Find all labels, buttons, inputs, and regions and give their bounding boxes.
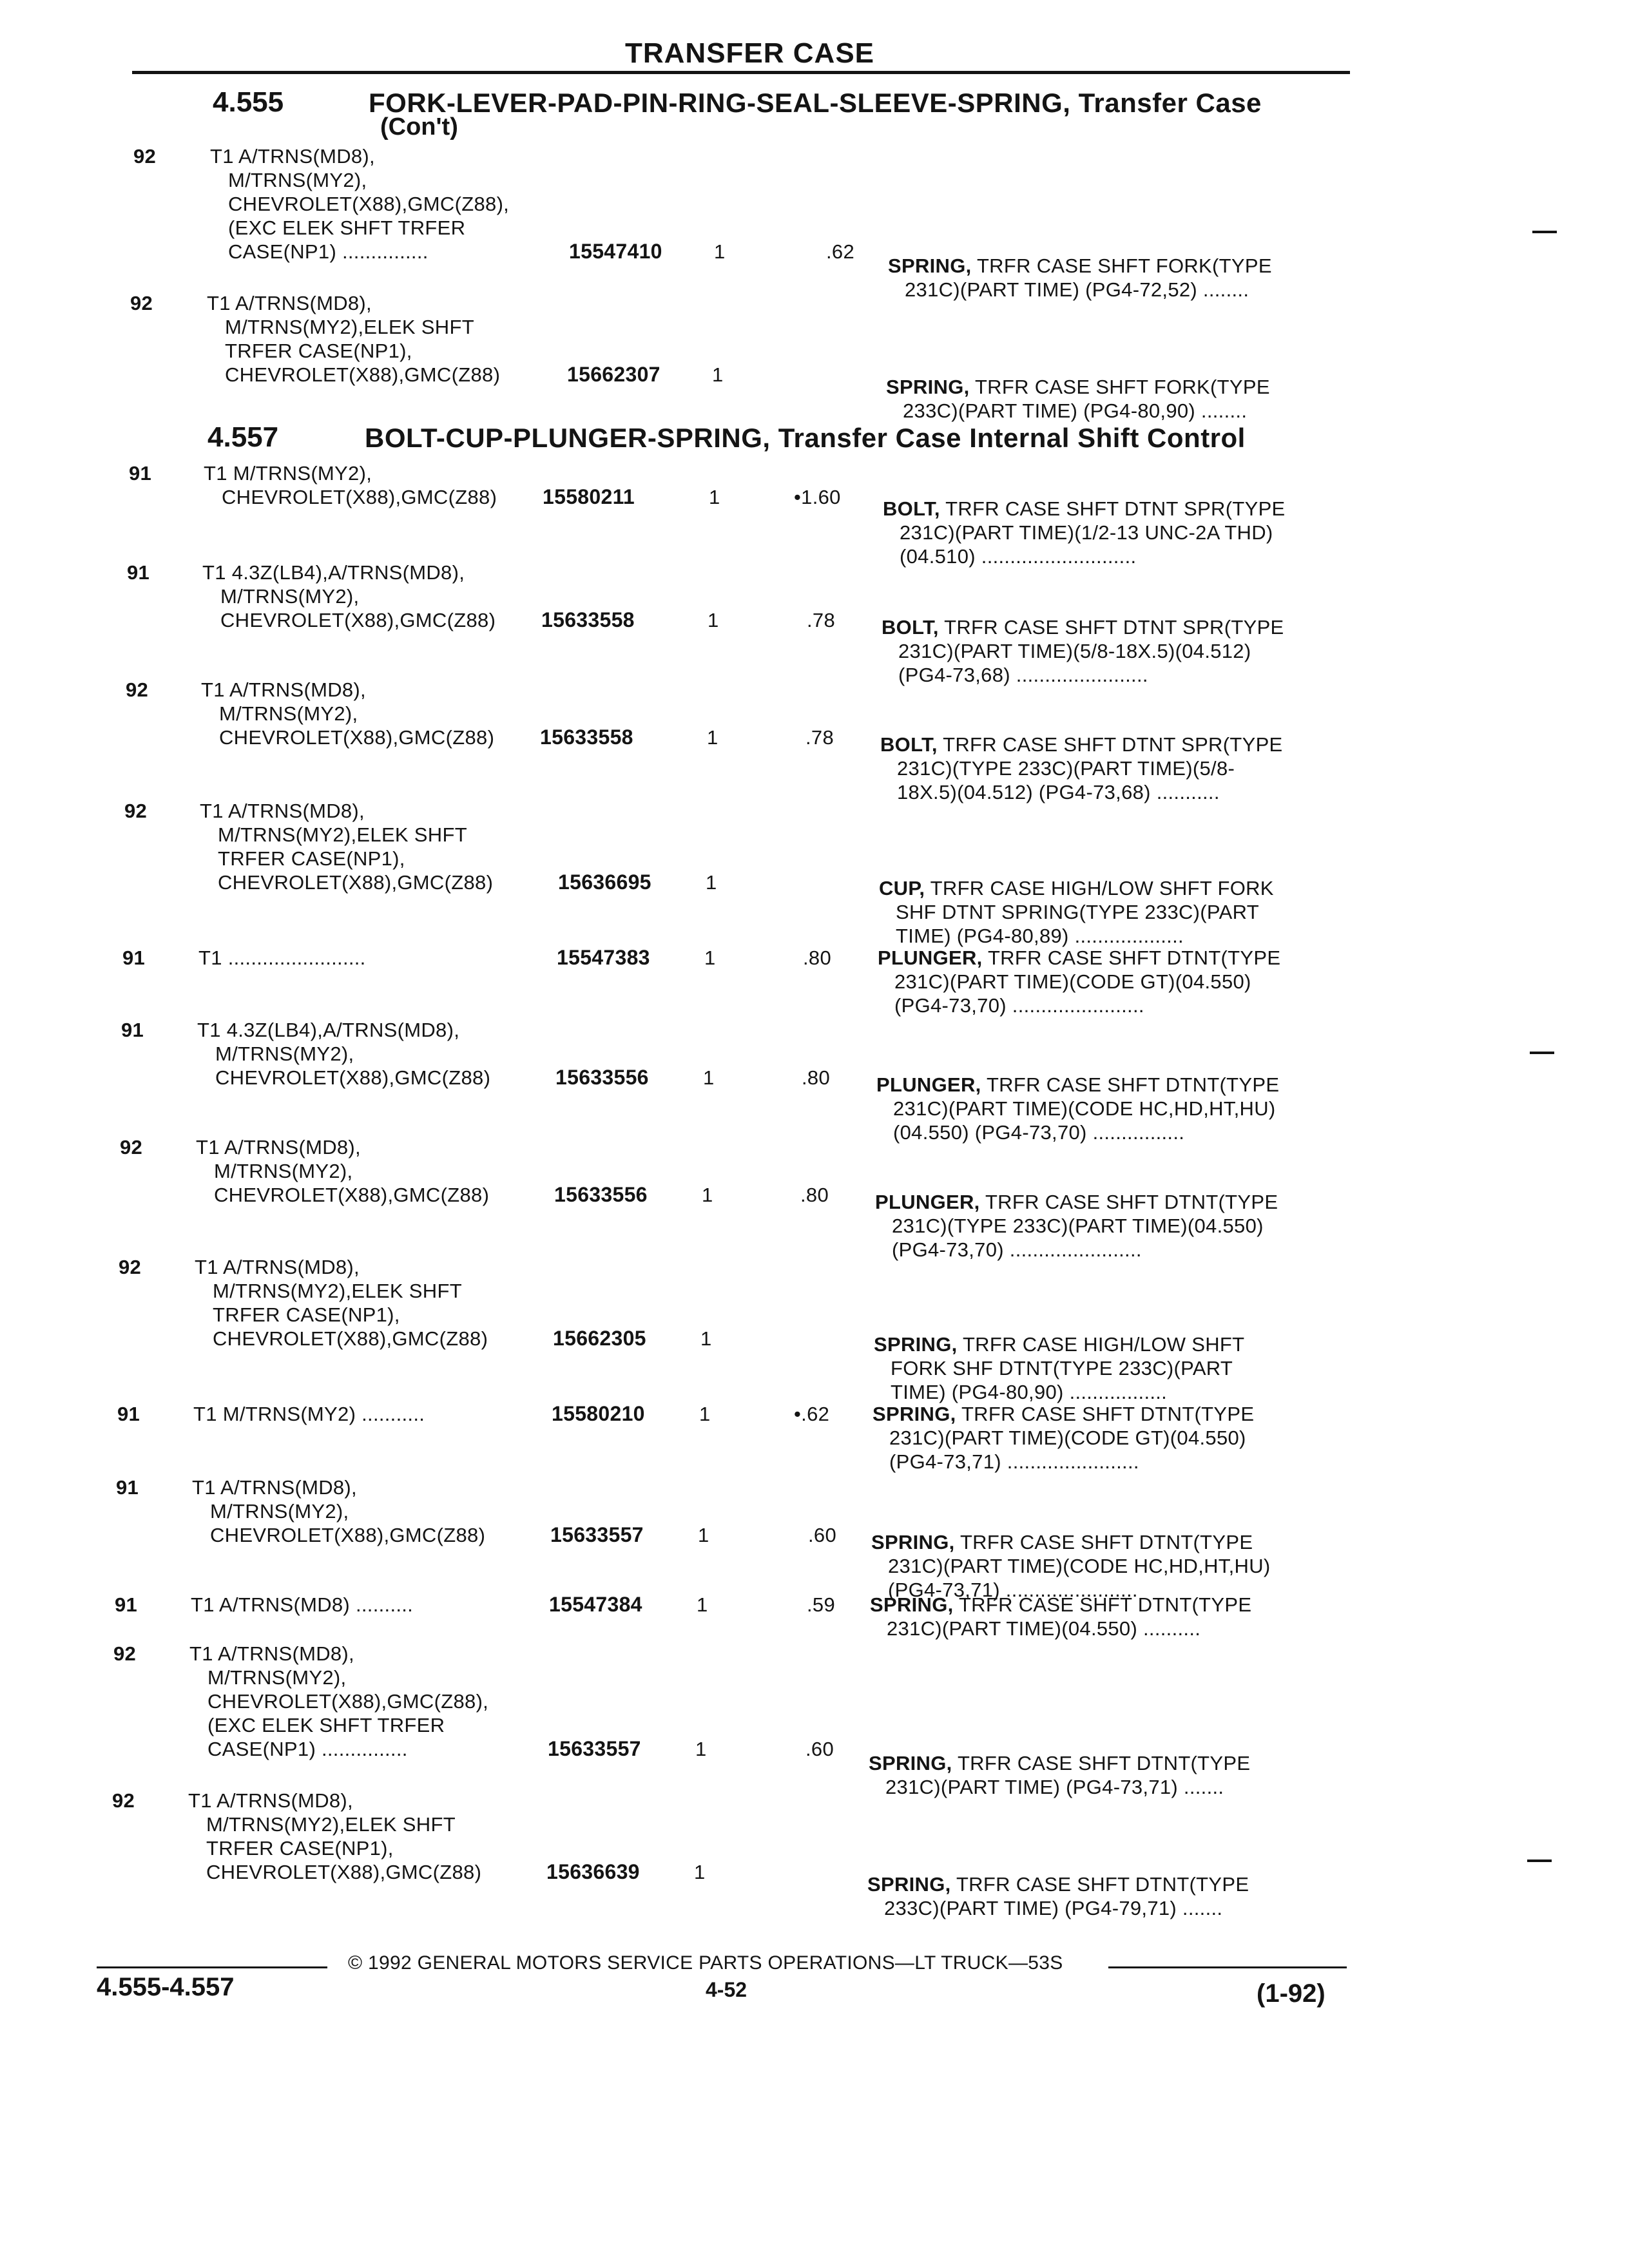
application-line: T1 A/TRNS(MD8), [192,1476,357,1499]
description-line [888,254,1272,278]
footer-section-range: 4.555-4.557 [97,1973,235,2001]
group-code: 92 [120,1136,143,1158]
application-line: T1 A/TRNS(MD8), [188,1789,353,1812]
description-line: 231C)(TYPE 233C)(PART TIME)(04.550) [892,1215,1264,1237]
description-line: FORK SHF DTNT(TYPE 233C)(PART [891,1357,1233,1379]
application-line: T1 4.3Z(LB4),A/TRNS(MD8), [197,1019,460,1041]
group-code: 92 [130,292,153,314]
part-number: 15633558 [540,726,633,749]
quantity: 1 [703,1066,715,1089]
footer-rule-left [97,1966,327,1968]
group-code: 92 [113,1642,137,1665]
part-number: 15633557 [550,1523,644,1546]
application-line: CASE(NP1) ............... [207,1738,408,1760]
description-line [880,733,1283,756]
part-number: 15547384 [549,1593,642,1616]
part-name: SPRING, [870,1593,954,1616]
part-name: BOLT, [883,497,940,520]
group-code: 91 [115,1593,138,1616]
part-number: 15636695 [558,870,651,894]
description-text: TRFR CASE SHFT DTNT(TYPE [956,1873,1249,1896]
application-line: (EXC ELEK SHFT TRFER [228,216,466,239]
group-code: 92 [133,145,157,168]
description-text: TRFR CASE SHFT DTNT(TYPE [985,1191,1278,1213]
footer-rule-right [1108,1966,1347,1968]
description-line: 231C)(PART TIME) (PG4-73,71) ....... [885,1776,1224,1798]
description-line: TIME) (PG4-80,89) ................... [896,925,1184,947]
description-line: SHF DTNT SPRING(TYPE 233C)(PART [896,901,1259,923]
application-line: T1 A/TRNS(MD8) .......... [191,1593,414,1616]
description-text: TRFR CASE HIGH/LOW SHFT FORK [930,877,1274,899]
quantity: 1 [702,1184,713,1206]
part-number: 15633558 [541,608,635,631]
quantity: 1 [709,486,720,508]
description-text: TRFR CASE SHFT FORK(TYPE [976,255,1272,277]
description-line: (PG4-73,71) ....................... [888,1579,1138,1601]
application-line: M/TRNS(MY2),ELEK SHFT [218,823,467,846]
quantity: 1 [708,609,719,631]
section-number: 4.557 [207,421,279,453]
description-line: 231C)(PART TIME)(5/8-18X.5)(04.512) [898,640,1251,662]
application-line: CHEVROLET(X88),GMC(Z88) [225,363,501,386]
section-continued: (Con't) [380,113,458,140]
application-line: T1 A/TRNS(MD8), [210,145,375,168]
part-name: PLUNGER, [878,947,983,969]
description-text: TRFR CASE SHFT DTNT(TYPE [986,1073,1280,1096]
quantity: 1 [700,1327,712,1350]
quantity: 1 [706,871,717,894]
quantity: 1 [698,1524,709,1546]
description-line: (04.550) (PG4-73,70) ................ [893,1121,1185,1144]
quantity: 1 [704,947,716,969]
part-number: 15633557 [548,1737,641,1760]
description-text: TRFR CASE SHFT DTNT SPR(TYPE [945,497,1286,520]
quantity: 1 [697,1593,708,1616]
page-header-title: TRANSFER CASE [625,37,875,69]
part-name: CUP, [879,877,925,899]
part-name: PLUNGER, [876,1073,981,1096]
part-name: SPRING, [869,1752,952,1774]
application-line: TRFER CASE(NP1), [213,1303,400,1326]
description-line: (PG4-73,70) ....................... [894,994,1144,1017]
group-code: 91 [121,1019,144,1041]
application-line: TRFER CASE(NP1), [218,847,405,870]
part-name: SPRING, [888,255,972,277]
description-line [869,1751,1250,1775]
description-line: 233C)(PART TIME) (PG4-80,90) ........ [903,399,1248,422]
price: .60 [805,1738,834,1760]
description-text: TRFR CASE SHFT DTNT(TYPE [957,1752,1251,1774]
price: •.62 [794,1403,830,1425]
group-code: 91 [117,1403,140,1425]
group-code: 92 [126,678,149,701]
part-name: SPRING, [871,1531,955,1553]
price: .78 [807,609,835,631]
application-line: T1 A/TRNS(MD8), [201,678,366,701]
application-line: M/TRNS(MY2), [214,1160,353,1182]
part-number: 15633556 [554,1183,648,1206]
quantity: 1 [714,240,726,263]
application-line: M/TRNS(MY2), [207,1666,347,1689]
footer-copyright: © 1992 GENERAL MOTORS SERVICE PARTS OPERATIONS—LT TRUCK—53S [348,1952,1063,1974]
description-text: TRFR CASE SHFT DTNT(TYPE [961,1403,1255,1425]
application-line: T1 4.3Z(LB4),A/TRNS(MD8), [202,561,465,584]
application-line: CHEVROLET(X88),GMC(Z88) [213,1327,488,1350]
description-line: (PG4-73,68) ....................... [898,664,1148,686]
application-line: (EXC ELEK SHFT TRFER [207,1714,445,1736]
part-name: SPRING, [872,1403,956,1425]
part-number: 15547383 [557,946,650,969]
application-line: CHEVROLET(X88),GMC(Z88) [219,726,495,749]
quantity: 1 [712,363,724,386]
description-line [875,1190,1278,1214]
description-line [883,497,1286,521]
group-code: 92 [119,1256,142,1278]
footer-page-number: 4-52 [706,1978,747,2001]
description-text: TRFR CASE SHFT DTNT SPR(TYPE [943,733,1283,756]
application-line: CHEVROLET(X88),GMC(Z88) [222,486,497,508]
description-line [882,615,1284,639]
price: .60 [808,1524,836,1546]
footer-revision-date: (1-92) [1257,1979,1325,2008]
description-line [876,1073,1279,1097]
application-line: M/TRNS(MY2), [215,1043,354,1065]
description-text: TRFR CASE HIGH/LOW SHFT [962,1333,1245,1356]
application-line: T1 A/TRNS(MD8), [189,1642,354,1665]
description-line: 231C)(PART TIME)(04.550) .......... [887,1617,1201,1640]
description-text: TRFR CASE SHFT DTNT SPR(TYPE [944,616,1284,639]
description-line [867,1872,1249,1896]
part-number: 15547410 [569,240,662,263]
description-line: (04.510) ........................... [900,545,1137,568]
part-name: SPRING, [874,1333,958,1356]
description-line: 233C)(PART TIME) (PG4-79,71) ....... [884,1897,1223,1919]
description-line [871,1530,1253,1554]
description-line [886,375,1270,399]
group-code: 91 [122,947,146,969]
part-number: 15580210 [552,1402,645,1425]
application-line: M/TRNS(MY2),ELEK SHFT [225,316,474,338]
part-number: 15580211 [543,485,635,508]
header-rule [132,71,1350,74]
application-line: M/TRNS(MY2), [228,169,367,191]
group-code: 91 [116,1476,139,1499]
application-line: CHEVROLET(X88),GMC(Z88), [207,1690,489,1713]
description-line [872,1402,1254,1426]
group-code: 91 [129,462,152,485]
margin-mark [1532,231,1557,233]
section-number: 4.555 [213,86,284,118]
application-line: CHEVROLET(X88),GMC(Z88) [218,871,494,894]
application-line: CHEVROLET(X88),GMC(Z88) [220,609,496,631]
description-line: 231C)(PART TIME)(CODE GT)(04.550) [894,970,1251,993]
part-name: PLUNGER, [875,1191,980,1213]
description-line: (PG4-73,71) ....................... [889,1450,1139,1473]
description-text: TRFR CASE SHFT DTNT(TYPE [987,947,1281,969]
price: .78 [805,726,834,749]
description-line: 231C)(PART TIME)(CODE HC,HD,HT,HU) [888,1555,1271,1577]
description-line: 18X.5)(04.512) (PG4-73,68) ........... [897,781,1220,803]
price: .59 [807,1593,835,1616]
margin-mark [1527,1860,1552,1862]
application-line: T1 M/TRNS(MY2), [204,462,372,485]
application-line: M/TRNS(MY2),ELEK SHFT [213,1280,462,1302]
description-line [878,946,1280,970]
application-line: T1 A/TRNS(MD8), [200,800,365,822]
part-name: SPRING, [886,376,970,398]
section-title: FORK-LEVER-PAD-PIN-RING-SEAL-SLEEVE-SPRING, Transfer Case [369,88,1262,118]
description-line: 231C)(PART TIME) (PG4-72,52) ........ [905,278,1249,301]
application-line: TRFER CASE(NP1), [206,1837,394,1860]
application-line: TRFER CASE(NP1), [225,340,412,362]
description-line: TIME) (PG4-80,90) ................. [891,1381,1168,1403]
description-text: TRFR CASE SHFT DTNT(TYPE [959,1531,1253,1553]
application-line: CHEVROLET(X88),GMC(Z88) [215,1066,491,1089]
description-line: 231C)(PART TIME)(CODE GT)(04.550) [889,1427,1246,1449]
application-line: T1 A/TRNS(MD8), [207,292,372,314]
application-line: CHEVROLET(X88),GMC(Z88) [210,1524,486,1546]
description-line [879,876,1274,900]
application-line: M/TRNS(MY2), [210,1500,349,1523]
part-number: 15636639 [546,1860,640,1883]
part-name: BOLT, [882,616,939,639]
price: .80 [803,947,831,969]
price: .62 [826,240,854,263]
description-line: 231C)(TYPE 233C)(PART TIME)(5/8- [897,757,1235,780]
description-line [870,1593,1251,1617]
description-text: TRFR CASE SHFT DTNT(TYPE [958,1593,1252,1616]
application-line: CASE(NP1) ............... [228,240,429,263]
quantity: 1 [695,1738,707,1760]
part-name: BOLT, [880,733,938,756]
application-line: CHEVROLET(X88),GMC(Z88) [214,1184,490,1206]
application-line: M/TRNS(MY2), [219,702,358,725]
application-line: T1 A/TRNS(MD8), [196,1136,361,1158]
part-number: 15662305 [553,1327,646,1350]
quantity: 1 [694,1861,706,1883]
application-line: CHEVROLET(X88),GMC(Z88), [228,193,510,215]
part-number: 15662307 [567,363,660,386]
description-line [874,1332,1244,1356]
application-line: M/TRNS(MY2), [220,585,360,608]
part-name: SPRING, [867,1873,951,1896]
price: .80 [802,1066,830,1089]
price: •1.60 [794,486,841,508]
application-line: M/TRNS(MY2),ELEK SHFT [206,1813,456,1836]
section-title: BOLT-CUP-PLUNGER-SPRING, Transfer Case Internal Shift Control [365,423,1246,453]
price: .80 [800,1184,829,1206]
margin-mark [1530,1052,1554,1054]
group-code: 91 [127,561,150,584]
quantity: 1 [699,1403,711,1425]
description-line: 231C)(PART TIME)(1/2-13 UNC-2A THD) [900,521,1273,544]
application-line: T1 A/TRNS(MD8), [195,1256,360,1278]
description-line: 231C)(PART TIME)(CODE HC,HD,HT,HU) [893,1097,1276,1120]
application-line: T1 M/TRNS(MY2) ........... [193,1403,425,1425]
description-text: TRFR CASE SHFT FORK(TYPE [974,376,1270,398]
application-line: T1 ........................ [198,947,366,969]
description-line: (PG4-73,70) ....................... [892,1238,1142,1261]
group-code: 92 [112,1789,135,1812]
group-code: 92 [124,800,148,822]
quantity: 1 [707,726,718,749]
part-number: 15633556 [555,1066,649,1089]
application-line: CHEVROLET(X88),GMC(Z88) [206,1861,482,1883]
